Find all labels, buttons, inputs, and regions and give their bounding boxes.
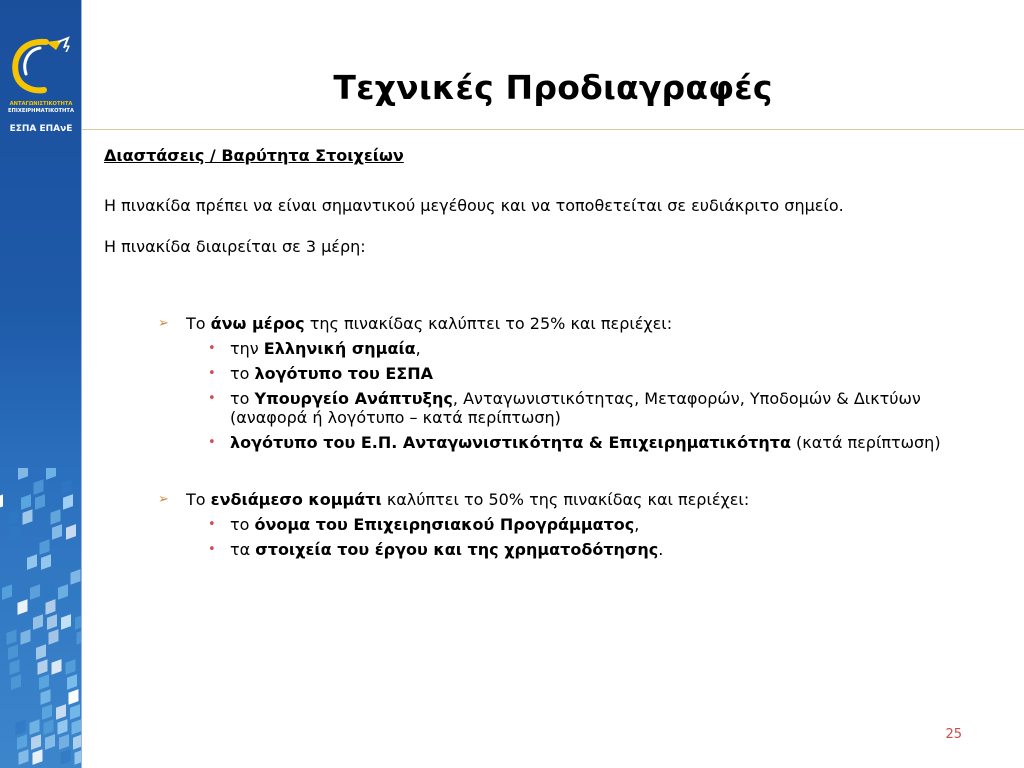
mosaic-tile	[0, 494, 3, 510]
sub-bullet-post: .	[658, 540, 664, 559]
mosaic-tile	[61, 749, 71, 765]
page-number: 25	[945, 727, 962, 742]
mosaic-tile	[41, 689, 51, 705]
mosaic-tile	[70, 704, 80, 720]
sidebar-border	[81, 0, 82, 768]
mosaic-tile	[66, 659, 76, 675]
mosaic-tile	[72, 719, 82, 735]
dot-bullet-icon: •	[208, 542, 216, 557]
mosaic-tile	[21, 629, 31, 645]
mosaic-tile	[66, 524, 76, 540]
dot-bullet-icon: •	[208, 435, 216, 450]
svg-text:7: 7	[64, 45, 71, 55]
mosaic-tile	[35, 494, 45, 510]
mosaic-tile	[49, 629, 59, 645]
bullet-top-bold: άνω μέρος	[210, 314, 305, 333]
mosaic-tile	[2, 584, 12, 600]
arrow-bullet-icon: ➢	[158, 492, 169, 507]
mosaic-tile	[36, 644, 46, 660]
sub-bullet-bold: στοιχεία του έργου και της χρηματοδότησης	[255, 540, 659, 559]
mosaic-tile	[41, 554, 51, 570]
mosaic-tile	[71, 569, 81, 585]
sub-bullet-pre: το	[230, 515, 255, 534]
program-logo-icon	[6, 36, 76, 100]
bullet-middle-part	[104, 490, 994, 509]
sub-bullet-bold: λογότυπο του Ε.Π. Ανταγωνιστικότητα & Επιχειρηματικότητα	[230, 433, 791, 452]
sub-bullet-bold: Ελληνική σημαία	[263, 339, 416, 358]
mosaic-tile	[7, 629, 17, 645]
mosaic-tile	[44, 719, 54, 735]
mosaic-tile	[52, 659, 62, 675]
section-heading: Διαστάσεις / Βαρύτητα Στοιχείων	[104, 146, 404, 165]
dot-bullet-icon: •	[208, 366, 216, 381]
mosaic-tile	[42, 704, 52, 720]
sub-bullet-post: ,	[634, 515, 640, 534]
dot-bullet-icon: •	[208, 391, 216, 406]
mosaic-tile	[63, 494, 73, 510]
bullet-top-pre: Το	[186, 314, 211, 333]
sub-bullet-bold: Υπουργείο Ανάπτυξης	[254, 389, 453, 408]
mosaic-tile	[21, 494, 31, 510]
mosaic-tile	[58, 584, 68, 600]
mosaic-tile	[40, 539, 50, 555]
sub-bullet-item	[104, 364, 994, 383]
mosaic-tile	[30, 584, 40, 600]
sub-bullet-item	[104, 540, 994, 559]
mosaic-tile	[18, 599, 28, 615]
mosaic-tile	[56, 704, 66, 720]
mosaic-tile	[30, 719, 40, 735]
dot-bullet-icon: •	[208, 517, 216, 532]
mosaic-tile	[33, 749, 43, 765]
sub-bullet-pre: τα	[230, 540, 256, 559]
sub-bullet-post: (κατά περίπτωση)	[790, 433, 941, 452]
sub-bullet-item	[104, 433, 994, 452]
mosaic-tile	[46, 468, 56, 480]
mosaic-tile	[58, 719, 68, 735]
sub-bullet-bold: όνομα του Επιχειρησιακού Προγράμματος	[254, 515, 635, 534]
title-rule	[82, 129, 1024, 130]
mosaic-tile	[31, 734, 41, 750]
arrow-bullet-icon: ➢	[158, 316, 169, 331]
mosaic-tile	[38, 659, 48, 675]
mosaic-tile	[11, 674, 21, 690]
sub-bullet-pre: την	[230, 339, 264, 358]
mosaic-tile	[39, 674, 49, 690]
sub-bullet-post: , Ανταγωνιστικότητας, Μεταφορών, Υποδομών & Δικτύων (αναφορά ή λογότυπο – κατά περίπτωση)	[230, 389, 921, 427]
bullet-middle-bold: ενδιάμεσο κομμάτι	[210, 490, 382, 509]
sub-bullet-pre: το	[230, 364, 255, 383]
mosaic-tile	[62, 479, 72, 495]
paragraph-parts: Η πινακίδα διαιρείται σε 3 μέρη:	[104, 237, 366, 256]
sub-bullet-item	[104, 389, 994, 427]
mosaic-tile	[34, 479, 44, 495]
sub-bullet-item	[104, 339, 994, 358]
sub-bullet-pre: το	[230, 389, 255, 408]
mosaic-tile	[33, 614, 43, 630]
bullet-middle-post: καλύπτει το 50% της πινακίδας και περιέχει:	[381, 490, 750, 509]
mosaic-tile	[27, 554, 37, 570]
bullet-middle-pre: Το	[186, 490, 211, 509]
mosaic-tile	[44, 584, 54, 600]
mosaic-tile	[61, 614, 71, 630]
bullet-top-post: της πινακίδας καλύπτει το 25% και περιέχει:	[304, 314, 673, 333]
sub-bullet-item	[104, 515, 994, 534]
bullet-top-part	[104, 314, 994, 333]
mosaic-tile	[10, 659, 20, 675]
mosaic-tile	[46, 599, 56, 615]
dot-bullet-icon: •	[208, 341, 216, 356]
mosaic-tile	[16, 719, 26, 735]
slide-content	[104, 146, 994, 559]
sub-bullet-post: ,	[415, 339, 421, 358]
mosaic-tile	[9, 509, 19, 525]
sub-bullet-bold: λογότυπο του ΕΣΠΑ	[254, 364, 433, 383]
mosaic-tile	[10, 524, 20, 540]
mosaic-tile	[18, 468, 28, 480]
logo-text-espa: ΕΣΠΑ ΕΠΑνΕ	[9, 124, 73, 134]
logo-text-line1: ΑΝΤΑΓΩΝΙΣΤΙΚΟΤΗΤΑ	[9, 101, 73, 107]
mosaic-tile	[8, 644, 18, 660]
mosaic-tile	[51, 509, 61, 525]
mosaic-tile	[23, 509, 33, 525]
mosaic-tile	[17, 734, 27, 750]
mosaic-tile	[52, 524, 62, 540]
mosaic-tile	[45, 734, 55, 750]
mosaic-tile	[59, 734, 69, 750]
page-title: Τεχνικές Προδιαγραφές	[333, 68, 773, 107]
mosaic-tile	[67, 674, 77, 690]
mosaic-decoration	[0, 468, 82, 768]
mosaic-tile	[19, 749, 29, 765]
logo-text-line2: ΕΠΙΧΕΙΡΗΜΑΤΙΚΟΤΗΤΑ	[8, 108, 74, 114]
mosaic-tile	[47, 614, 57, 630]
program-logo	[6, 36, 76, 146]
sidebar	[0, 0, 82, 768]
mosaic-tile	[69, 689, 79, 705]
paragraph-size: Η πινακίδα πρέπει να είναι σημαντικού μεγέθους και να τοποθετείται σε ευδιάκριτο σημείο.	[104, 196, 844, 215]
